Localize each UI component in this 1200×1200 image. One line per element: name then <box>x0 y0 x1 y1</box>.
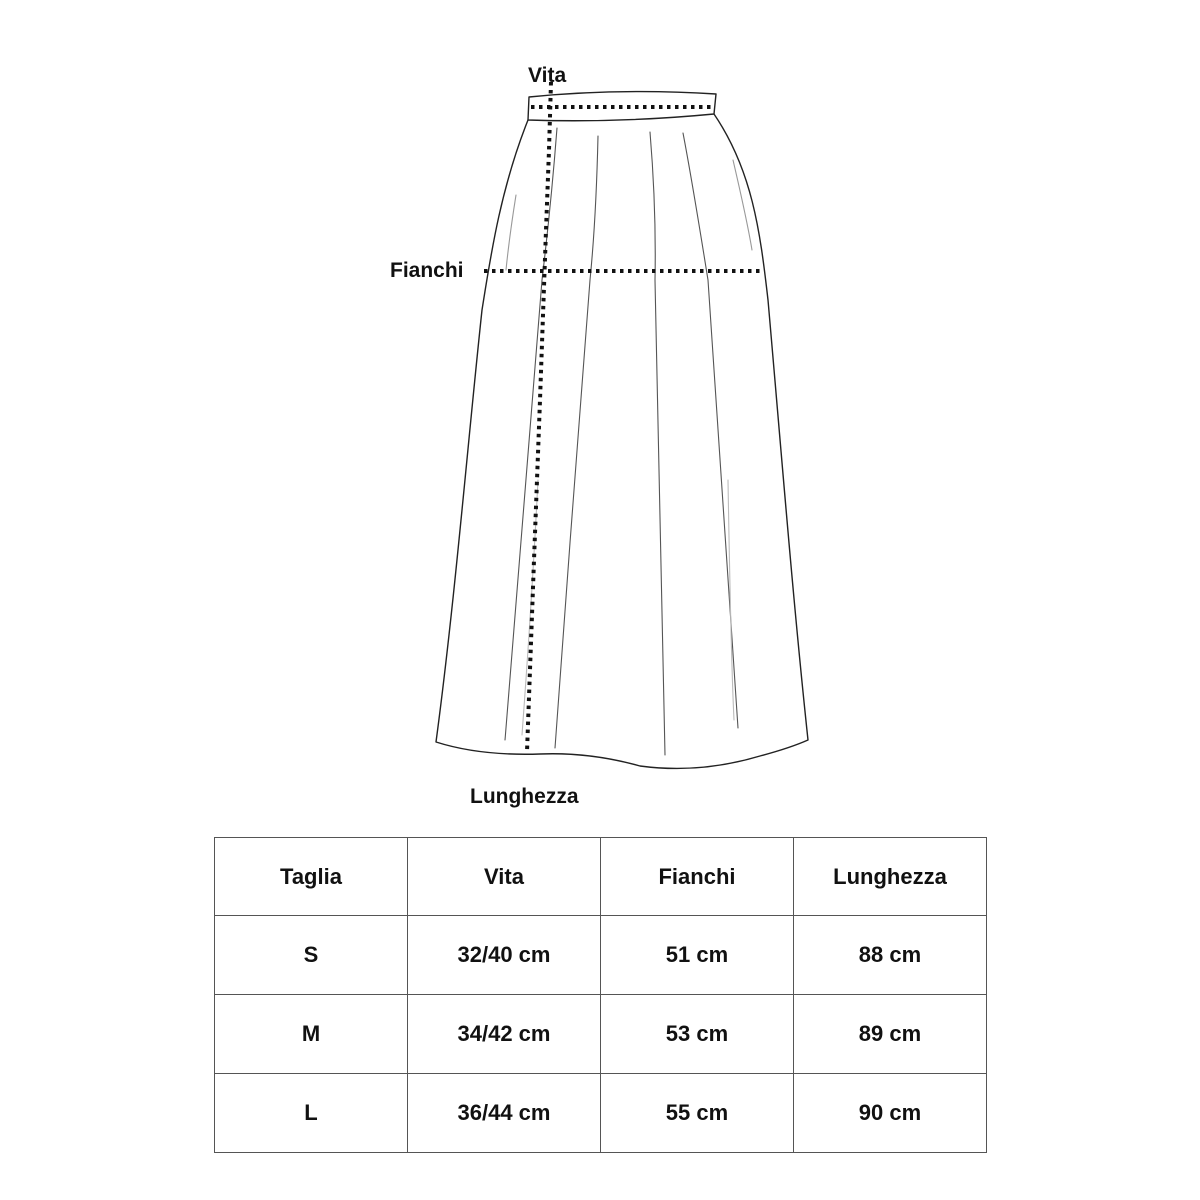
length-label: Lunghezza <box>470 785 579 808</box>
header-waist: Vita <box>408 838 601 916</box>
cell-waist: 34/42 cm <box>408 995 601 1074</box>
header-length: Lunghezza <box>794 838 987 916</box>
skirt-outline <box>436 114 808 768</box>
cell-waist: 32/40 cm <box>408 916 601 995</box>
cell-size: S <box>215 916 408 995</box>
table-row <box>215 995 987 1074</box>
cell-size: L <box>215 1074 408 1153</box>
cell-hips: 53 cm <box>601 995 794 1074</box>
table-row <box>215 916 987 995</box>
table-row <box>215 1074 987 1153</box>
header-size: Taglia <box>215 838 408 916</box>
cell-waist: 36/44 cm <box>408 1074 601 1153</box>
pleat-line <box>506 195 516 270</box>
cell-length: 89 cm <box>794 995 987 1074</box>
cell-size: M <box>215 995 408 1074</box>
pleat-line <box>555 136 598 748</box>
pleat-line <box>650 132 665 755</box>
pleat-line <box>505 128 557 740</box>
cell-length: 90 cm <box>794 1074 987 1153</box>
pleat-line <box>733 160 752 250</box>
header-hips: Fianchi <box>601 838 794 916</box>
waist-label: Vita <box>528 64 567 87</box>
pleat-line <box>522 480 538 735</box>
cell-hips: 51 cm <box>601 916 794 995</box>
table-header-row <box>215 838 987 916</box>
size-table <box>214 837 987 1153</box>
cell-length: 88 cm <box>794 916 987 995</box>
hips-label: Fianchi <box>390 259 464 282</box>
pleat-line <box>683 133 738 728</box>
cell-hips: 55 cm <box>601 1074 794 1153</box>
